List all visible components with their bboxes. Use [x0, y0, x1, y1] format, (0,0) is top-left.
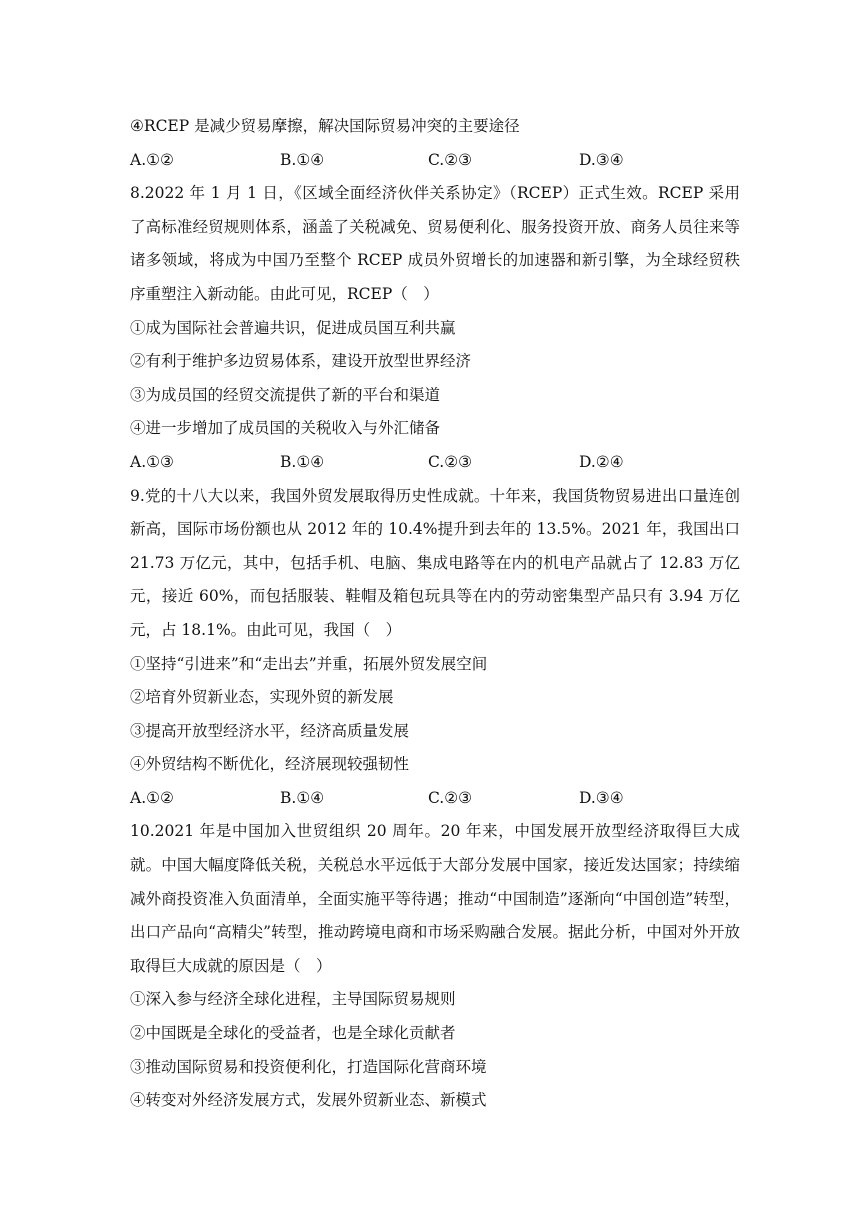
q8-stem: 8.2022 年 1 月 1 日，《区域全面经济伙伴关系协定》（RCEP）正式生效。RCEP 采用了高标准经贸规则体系，涵盖了关税减免、贸易便利化、服务投资开放、商务人员往来等诸多领域，将成为中国乃至整个 RCEP 成员外贸增长的加速器和新引擎，为全球经贸秩序重塑注入新动能。由此可见，RCEP（ ） [130, 184, 740, 303]
q10-item-2: ②中国既是全球化的受益者，也是全球化贡献者 [130, 1024, 456, 1043]
q10-stem: 10.2021 年是中国加入世贸组织 20 周年。20 年来，中国发展开放型经济取得巨大成就。中国大幅度降低关税，关税总水平远低于大部分发展中国家，接近发达国家；持续缩减外商投资准入负面清单，全面实施平等待遇；推动“中国制造”逐渐向“中国创造”转型，出口产品向“高精尖”转型，推动跨境电商和市场采购融合发展。据此分析，中国对外开放取得巨大成就的原因是（ ） [130, 822, 740, 975]
q9-option-c: C.②③ [428, 788, 473, 807]
q8-item-2: ②有利于维护多边贸易体系，建设开放型世界经济 [130, 352, 472, 371]
q7-option-c: C.②③ [428, 150, 473, 169]
q8-item-3: ③为成员国的经贸交流提供了新的平台和渠道 [130, 385, 441, 404]
q7-option-a: A.①② [130, 150, 174, 169]
q7-option-d: D.③④ [579, 150, 624, 169]
q7-option-b: B.①④ [280, 150, 325, 169]
question-9 [130, 480, 740, 816]
q9-item-1: ①坚持“引进来”和“走出去”并重，拓展外贸发展空间 [130, 654, 488, 673]
q9-item-3: ③提高开放型经济水平，经济高质量发展 [130, 721, 410, 740]
q8-item-1: ①成为国际社会普遍共识，促进成员国互利共赢 [130, 318, 456, 337]
document-content [130, 110, 740, 1118]
q8-item-4: ④进一步增加了成员国的关税收入与外汇储备 [130, 419, 441, 438]
q9-option-d: D.③④ [579, 788, 624, 807]
q9-stem: 9.党的十八大以来，我国外贸发展取得历史性成就。十年来，我国货物贸易进出口量连创新高，国际市场份额也从 2012 年的 10.4%提升到去年的 13.5%。2021 年，我国出口 21.73 万亿元，其中，包括手机、电脑、集成电路等在内的机电产品就占了 12.83 万亿元，接近 60%，而包括服装、鞋帽及箱包玩具等在内的劳动密集型产品只有 3.94 万亿元，占 18.1%。由此可见，我国（ ） [130, 486, 740, 639]
q9-item-2: ②培育外贸新业态，实现外贸的新发展 [130, 688, 394, 707]
q7-item-4: ④RCEP 是减少贸易摩擦，解决国际贸易冲突的主要途径 [130, 117, 520, 135]
q8-option-a: A.①③ [130, 452, 174, 471]
q10-item-1: ①深入参与经济全球化进程，主导国际贸易规则 [130, 990, 456, 1009]
q9-item-4: ④外贸结构不断优化，经济展现较强韧性 [130, 755, 410, 774]
question-10 [130, 815, 740, 1117]
q10-item-4: ④转变对外经济发展方式，发展外贸新业态、新模式 [130, 1091, 487, 1110]
q9-option-b: B.①④ [280, 788, 325, 807]
q8-option-b: B.①④ [280, 452, 325, 471]
q9-option-a: A.①② [130, 788, 174, 807]
q8-option-c: C.②③ [428, 452, 473, 471]
q8-options [130, 446, 740, 480]
question-8 [130, 177, 740, 479]
q10-item-3: ③推动国际贸易和投资便利化，打造国际化营商环境 [130, 1057, 487, 1076]
q8-option-d: D.②④ [579, 452, 624, 471]
q9-options [130, 782, 740, 816]
q7-options [130, 144, 740, 178]
